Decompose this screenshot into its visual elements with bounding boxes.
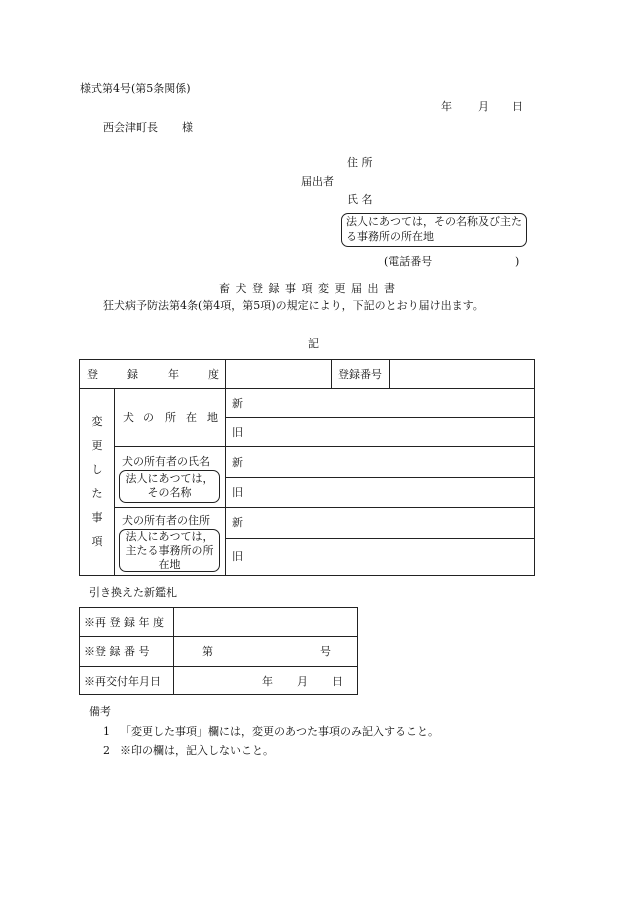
reissue-day: 日 [332,675,343,688]
date-day-label: 日 [512,100,523,113]
new-tag-heading: 引き換えた新鑑札 [89,586,177,599]
form-number: 様式第4号(第5条関係) [80,82,191,95]
owner-name-note: 法人にあつては，その名称 [119,470,220,503]
applicant-role-label: 届出者 [301,175,334,188]
changed-items-char: 事 [91,511,103,524]
document-title: 畜 犬 登 録 事 項 変 更 届 出 書 [219,282,396,295]
changed-items-char: し [91,463,103,476]
intro-text: 狂犬病予防法第4条(第4項，第5項)の規定により，下記のとおり届け出ます。 [103,299,484,312]
note-text: ※印の欄は，記入しないこと。 [120,744,274,757]
number-prefix: 第 [202,645,213,658]
owner-name-label: 犬の所有者の氏名 [122,455,210,468]
note-number: 1 [103,725,110,738]
reissue-year: 年 [262,675,273,688]
addressee: 西会津町長 [103,121,158,134]
number-suffix: 号 [320,645,331,658]
note-text: 「変更した事項」欄には，変更のあつた事項のみ記入すること。 [120,725,439,738]
changed-items-char: た [91,487,103,500]
dog-location-char: 地 [207,411,218,424]
changed-items-char: 変 [91,415,103,428]
phone-close: ) [515,255,520,268]
date-year-label: 年 [441,100,452,113]
ki-label: 記 [308,337,319,350]
new-label: 新 [232,456,243,469]
date-month-label: 月 [478,100,489,113]
phone-label: (電話番号 [384,255,433,268]
note-number: 2 [103,744,110,757]
old-label: 旧 [232,550,243,563]
old-label: 旧 [232,426,243,439]
reg-year-char: 登 [87,368,98,381]
reg-year-char: 度 [208,368,219,381]
reissue-date-label: ※再交付年月日 [84,675,161,688]
new-tag-table [79,607,358,695]
corporate-note-bracket: 法人にあつては，その名称及び主たる事務所の所在地 [341,213,527,247]
reg-number-label: 登録番号 [338,368,382,381]
change-table [79,359,535,576]
changed-items-char: 更 [91,439,103,452]
reg-year-char: 録 [127,368,138,381]
owner-address-label: 犬の所有者の住所 [122,514,210,527]
notes-heading: 備考 [89,705,111,718]
reg-year-char: 年 [168,368,179,381]
new-label: 新 [232,397,243,410]
changed-items-char: 項 [91,535,103,548]
dog-location-char: 所 [165,411,176,424]
owner-address-note: 法人にあつては，主たる事務所の所在地 [119,529,220,572]
address-label: 住 所 [347,156,373,169]
re-registration-year-label: ※再 登 録 年 度 [84,616,164,629]
reissue-month: 月 [297,675,308,688]
registration-number-label: ※登 録 番 号 [84,645,150,658]
honorific: 様 [182,121,193,134]
name-label: 氏 名 [347,193,373,206]
old-label: 旧 [232,486,243,499]
dog-location-char: 在 [186,411,197,424]
new-label: 新 [232,516,243,529]
dog-location-char: の [143,411,154,424]
dog-location-char: 犬 [123,411,134,424]
